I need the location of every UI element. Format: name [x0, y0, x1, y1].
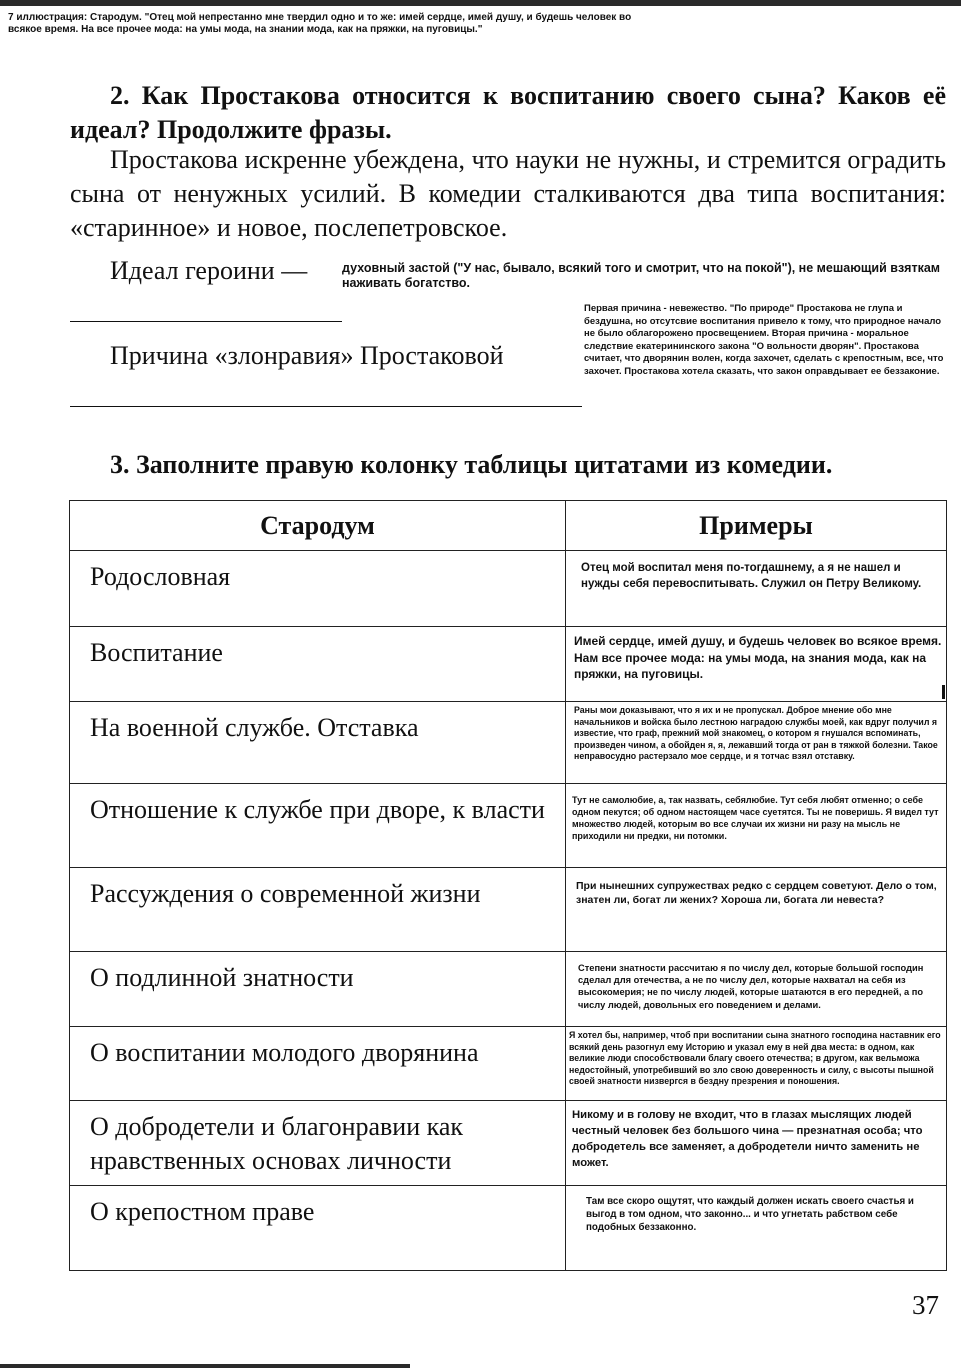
example-cell — [566, 1027, 947, 1101]
question-3-title: 3. Заполните правую колонку таблицы цитатами из комедии. — [110, 450, 833, 479]
example-cell — [566, 702, 947, 784]
example-cell — [566, 952, 947, 1027]
table-row — [70, 952, 947, 1027]
table-row — [70, 868, 947, 952]
example-text: Никому и в голову не входит, что в глазах мыслящих людей честный человек без большого чина — презнатная особа; что добродетель все заменяет, а добродетели ничто заменить не может. — [572, 1109, 923, 1169]
example-text: Отец мой воспитал меня по-тогдашнему, а я не нашел и нужды себя перевоспитывать. Служил он Петру Великому. — [581, 562, 922, 590]
example-cell — [566, 1101, 947, 1186]
example-cell — [566, 627, 947, 702]
example-text: Там все скоро ощутят, что каждый должен искать своего счастья и выгод в том одном, что законно... и что угнетать рабством себе подобных беззаконно. — [586, 1196, 914, 1233]
topic-cell: О подлинной знатности — [70, 952, 566, 1027]
example-cell — [566, 1186, 947, 1271]
question-2-title: 2. Как Простакова относится к воспитанию своего сына? Каков её идеал? Продолжите фразы. — [70, 81, 946, 144]
topic-cell: На военной службе. Отставка — [70, 702, 566, 784]
example-text: Я хотел бы, например, чтоб при воспитании сына знатного господина наставник его всякий день разогнул ему Историю и указал ему в ней два места: в одном, как великие люди способствовали благу своего отечества; в другом, как вельможа недостойный, употребивший во зло свою доверенность и силу, с высоты пышной своей знатности низвергся в бездну презрения и поношения. — [569, 1030, 941, 1087]
example-text: Тут не самолюбие, а, так назвать, себялюбие. Тут себя любят отменно; о себе одном пекутся; об одном настоящем часе суетятся. Ты не поверишь. Я видел тут множество людей, которым во все случаи их жизни ни разу на мысль не приходили ни предки, ни потомки. — [572, 795, 939, 841]
scan-top-edge — [0, 0, 961, 6]
reason-label: Причина «злонравия» Простаковой — [110, 341, 504, 370]
answer-line-1 — [70, 321, 342, 322]
table-row — [70, 551, 947, 627]
topic-cell: Отношение к службе при дворе, к власти — [70, 784, 566, 868]
header-examples: Примеры — [566, 501, 947, 551]
table-row — [70, 1027, 947, 1101]
table-row — [70, 784, 947, 868]
topic-cell: Рассуждения о современной жизни — [70, 868, 566, 952]
table-header-row — [70, 501, 947, 551]
table-row — [70, 702, 947, 784]
scan-bottom-edge — [0, 1364, 410, 1368]
reason-answer: Первая причина - невежество. "По природе" Простакова не глупа и бездушна, но отсутсвие воспитания привело к тому, что природное начало не было облагорожено просвещением. Вторая причина - моральное следствие екатерининского закона "О вольности дворян". Простакова считает, что дворянин волен, когда захочет, сделать с крепостным, все, что захочет. Простакова хотела сказать, что закон оправдывает ее беззаконие. — [584, 303, 944, 377]
example-text: Имей сердце, имей душу, и будешь человек во всякое время. Нам все прочее мода: на умы мода, на знания мода, как на пряжки, на пуговицы. — [574, 634, 942, 681]
topic-cell: О добродетели и благонравии как нравственных основах личности — [70, 1101, 566, 1186]
ideal-label: Идеал героини — — [110, 256, 308, 285]
scan-mark — [942, 685, 945, 699]
topic-cell: О воспитании молодого дворянина — [70, 1027, 566, 1101]
example-text: При нынешних супружествах редко с сердцем советуют. Дело о том, знатен ли, богат ли жених? Хороша ли, богата ли невеста? — [576, 880, 937, 906]
question-2-paragraph: Простакова искренне убеждена, что науки не нужны, и стремится оградить сына от ненужных усилий. В комедии сталкиваются два типа воспитания: «старинное» и новое, послепетровское. — [70, 145, 946, 242]
example-cell — [566, 784, 947, 868]
example-cell — [566, 868, 947, 952]
example-text: Раны мои доказывают, что я их и не пропускал. Доброе мнение обо мне начальников и войска было лестною наградою службы моей, как вдруг получил я известие, что граф, прежний мой знакомец, о котором я гнушался вспоминать, произведен чином, а обойден я, я, лежавший тогда от ран в тяжкой болезни. Такое неправосудно растерзало мое сердце, и я тотчас взял отставку. — [574, 705, 938, 762]
header-note: 7 иллюстрация: Стародум. "Отец мой непрестанно мне твердил одно и то же: имей сердце, имей душу, и будешь человек во всякое время. На все прочее мода: на умы мода, на знании мода, как на пряжки, на пуговицы." — [8, 12, 632, 35]
table-row — [70, 1186, 947, 1271]
example-text: Степени знатности рассчитаю я по числу дел, которые большой господин сделал для отечества, а не по числу дел, которые нахватал на себя из высокомерия; не по числу людей, которые шатаются в его передней, а по числу людей, довольных его поведением и делами. — [578, 963, 924, 1010]
header-starodum: Стародум — [70, 501, 566, 551]
table-row — [70, 627, 947, 702]
topic-cell: О крепостном праве — [70, 1186, 566, 1271]
topic-cell: Воспитание — [70, 627, 566, 702]
table-row — [70, 1101, 947, 1186]
answer-line-2 — [70, 406, 582, 407]
ideal-answer: духовный застой ("У нас, бывало, всякий того и смотрит, что на покой"), не мешающий взяткам наживать богатство. — [342, 261, 941, 290]
quotes-table — [69, 500, 947, 1271]
page-number: 37 — [912, 1290, 939, 1320]
topic-cell: Родословная — [70, 551, 566, 627]
example-cell — [566, 551, 947, 627]
